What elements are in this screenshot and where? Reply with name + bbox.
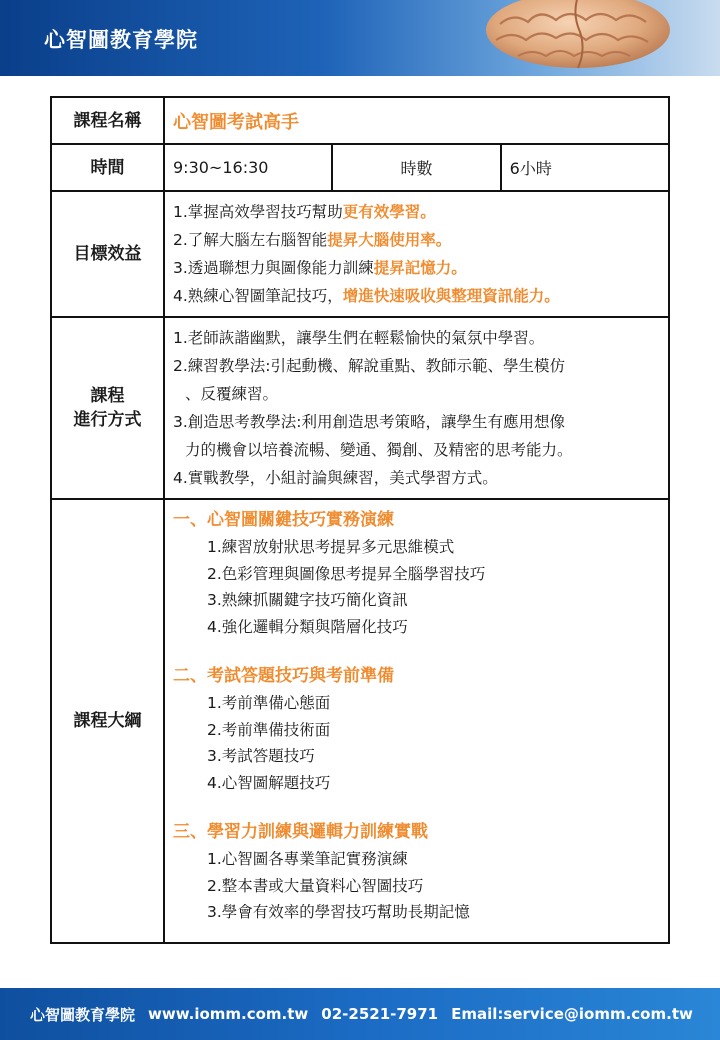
outline-label: 課程大綱 <box>51 499 164 943</box>
course-name-value: 心智圖考試高手 <box>173 111 299 133</box>
outline-item: 3.學會有效率的學習技巧幫助長期記憶 <box>207 903 470 921</box>
outline-item: 4.強化邏輯分類與階層化技巧 <box>207 617 408 636</box>
outline-item: 1.考前準備心態面 <box>207 694 331 712</box>
goal-item: 1.掌握高效學習技巧幫助更有效學習。 <box>173 203 436 221</box>
goals-list <box>164 191 669 317</box>
course-table <box>50 96 670 944</box>
time-label: 時間 <box>51 144 164 191</box>
outline-item: 1.練習放射狀思考提昇多元思維模式 <box>207 538 455 556</box>
method-list <box>164 317 669 499</box>
goals-row <box>51 191 669 317</box>
goal-item: 3.透過聯想力與圖像能力訓練提昇記憶力。 <box>173 259 467 277</box>
method-line: 2.練習教學法:引起動機、解說重點、教師示範、學生模仿 <box>173 357 566 375</box>
method-line: 、反覆練習。 <box>185 385 279 403</box>
goals-label: 目標效益 <box>51 191 164 317</box>
goal-item: 2.了解大腦左右腦智能提昇大腦使用率。 <box>173 231 452 249</box>
outline-section-title: 三、學習力訓練與邏輯力訓練實戰 <box>173 822 428 842</box>
outline-section-title: 一、心智圖關鍵技巧實務演練 <box>173 510 394 530</box>
outline-item: 4.心智圖解題技巧 <box>207 773 331 792</box>
course-name-label: 課程名稱 <box>51 97 164 144</box>
goal-item: 4.熟練心智圖筆記技巧，增進快速吸收與整理資訊能力。 <box>173 287 560 305</box>
footer-website-link[interactable]: www.iomm.com.tw <box>148 1005 309 1023</box>
method-line: 1.老師詼諧幽默，讓學生們在輕鬆愉快的氣氛中學習。 <box>173 329 545 347</box>
outline-row <box>51 499 669 943</box>
outline-section-title: 二、考試答題技巧與考前準備 <box>173 666 394 686</box>
method-label: 課程 進行方式 <box>51 317 164 499</box>
footer-bar <box>0 988 720 1040</box>
outline-item: 1.心智圖各專業筆記實務演練 <box>207 850 408 868</box>
time-value: 9:30~16:30 <box>164 144 332 191</box>
method-row <box>51 317 669 499</box>
footer-org: 心智圖教育學院 <box>30 1005 136 1024</box>
course-name-row <box>51 97 669 144</box>
outline-item: 2.考前準備技術面 <box>207 720 331 739</box>
header-title: 心智圖教育學院 <box>44 28 198 52</box>
hours-label: 時數 <box>332 144 500 191</box>
outline-item: 2.整本書或大量資料心智圖技巧 <box>207 876 424 895</box>
outline-item: 3.熟練抓關鍵字技巧簡化資訊 <box>207 591 408 609</box>
method-line: 4.實戰教學，小組討論與練習，美式學習方式。 <box>173 469 498 487</box>
outline-content <box>164 499 669 943</box>
outline-item: 2.色彩管理與圖像思考提昇全腦學習技巧 <box>207 564 486 583</box>
method-line: 3.創造思考教學法:利用創造思考策略，讓學生有應用想像 <box>173 413 566 431</box>
brain-icon <box>478 0 678 70</box>
footer-phone: 02-2521-7971 <box>321 1005 439 1023</box>
method-line: 力的機會以培養流暢、變通、獨創、及精密的思考能力。 <box>185 441 573 459</box>
hours-value: 6小時 <box>501 144 669 191</box>
footer-email-link[interactable]: Email:service@iomm.com.tw <box>451 1005 693 1023</box>
header-banner <box>0 0 720 76</box>
time-row <box>51 144 669 191</box>
outline-item: 3.考試答題技巧 <box>207 747 315 765</box>
